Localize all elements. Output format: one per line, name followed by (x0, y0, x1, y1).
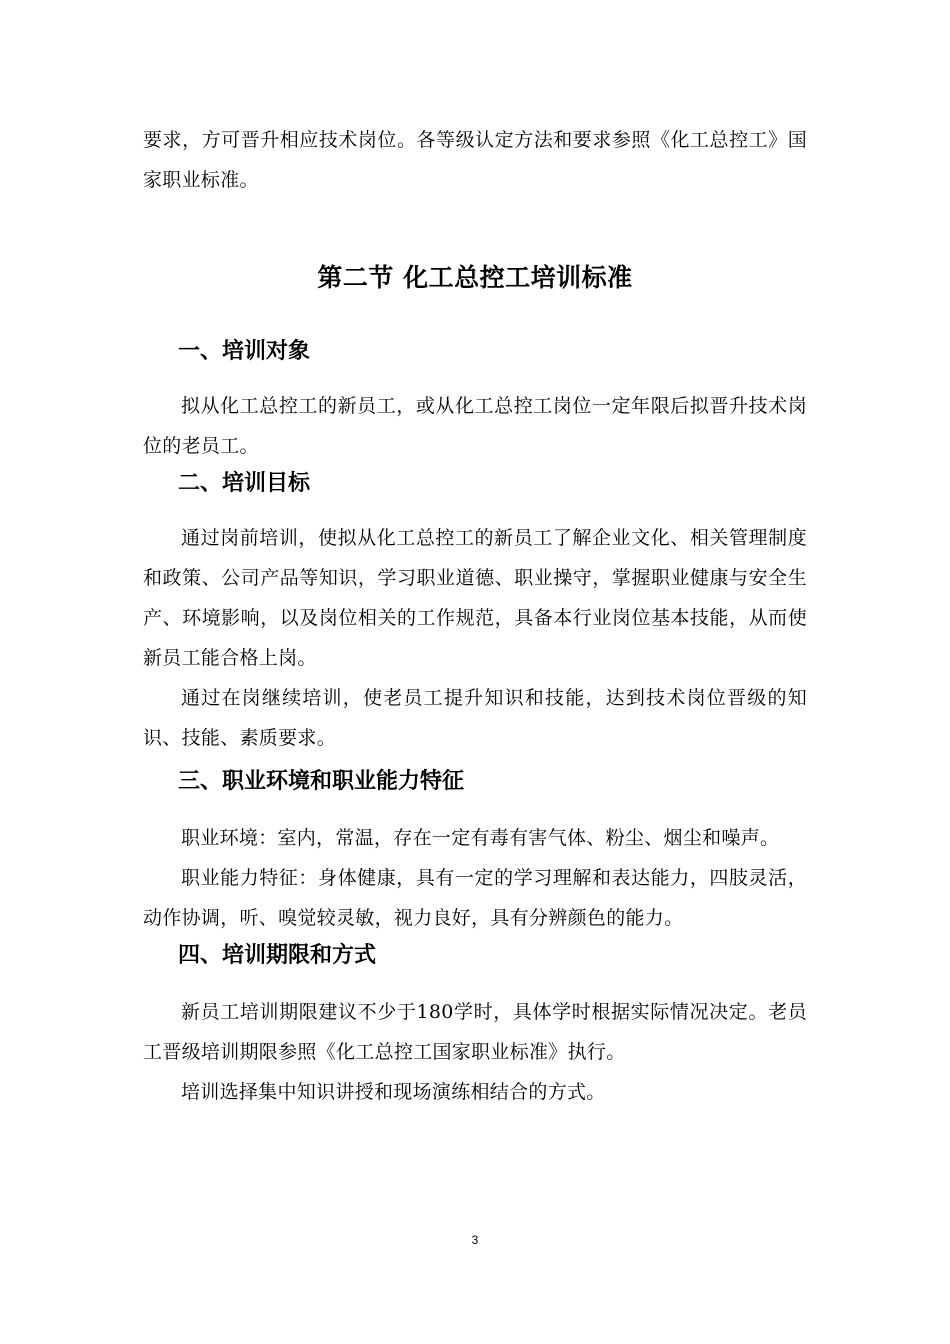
paragraph: 职业环境：室内，常温，存在一定有毒有害气体、粉尘、烟尘和噪声。 (181, 827, 780, 849)
heading-training-goal: 二、培训目标 (178, 471, 311, 496)
page-number: 3 (471, 1233, 479, 1247)
paragraph: 通过在岗继续培训，使老员工提升知识和技能，达到技术岗位晋级的知识、技能、素质要求。 (143, 687, 807, 749)
paragraph: 职业能力特征：身体健康，具有一定的学习理解和表达能力，四肢灵活，动作协调，听、嗅觉较灵敏，视力良好，具有分辨颜色的能力。 (143, 867, 807, 929)
paragraph: 通过岗前培训，使拟从化工总控工的新员工了解企业文化、相关管理制度和政策、公司产品等知识，学习职业道德、职业操守，掌握职业健康与安全生产、环境影响，以及岗位相关的工作规范，具备本行业岗位基本技能，从而使新员工能合格上岗。 (143, 527, 807, 669)
continuation-paragraph: 要求，方可晋升相应技术岗位。各等级认定方法和要求参照《化工总控工》国家职业标准。 (143, 129, 807, 191)
section-1-body (143, 386, 807, 466)
continuation-text-block (143, 120, 807, 200)
paragraph: 新员工培训期限建议不少于180学时，具体学时根据实际情况决定。老员工晋级培训期限参照《化工总控工国家职业标准》执行。 (143, 1001, 807, 1063)
heading-training-target: 一、培训对象 (178, 339, 311, 364)
heading-work-environment: 三、职业环境和职业能力特征 (178, 769, 465, 794)
paragraph: 拟从化工总控工的新员工，或从化工总控工岗位一定年限后拟晋升技术岗位的老员工。 (143, 395, 807, 457)
heading-training-duration: 四、培训期限和方式 (178, 943, 377, 968)
section-3-body (143, 818, 807, 938)
paragraph: 培训选择集中知识讲授和现场演练相结合的方式。 (181, 1081, 606, 1103)
section-title: 第二节 化工总控工培训标准 (317, 263, 633, 292)
section-4-body (143, 992, 807, 1112)
section-2-body (143, 518, 807, 758)
